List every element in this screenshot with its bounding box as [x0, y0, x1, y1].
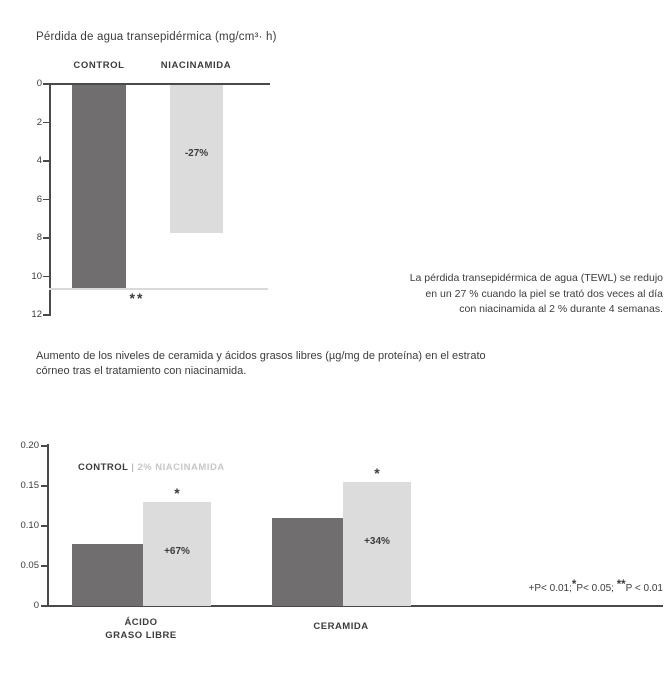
y-axis-tick-label: 8: [36, 232, 42, 243]
y-axis-tick-label: 0: [33, 600, 39, 611]
tewl-significance-asterisks: **: [129, 290, 145, 306]
y-axis-tick-label: 0: [36, 78, 42, 89]
y-axis-tick-label: 0.20: [20, 440, 39, 451]
tewl-y-axis-line: [49, 84, 51, 316]
y-axis-tick-mark: [43, 160, 49, 162]
y-axis-tick-label: 0.10: [20, 520, 39, 531]
y-axis-tick-label: 0.05: [20, 560, 39, 571]
lipids-significance-acido: *: [174, 485, 180, 501]
tewl-chart-title: Pérdida de agua transepidérmica (mg/cm³· h): [36, 31, 277, 43]
legend-niacinamida-label: 2% NIACINAMIDA: [137, 462, 225, 473]
lipids-bar-control-ceramida: [272, 518, 343, 606]
y-axis-tick-label: 12: [31, 309, 42, 320]
lipids-section-title-line-2: córneo tras el tratamiento con niacinamida.: [36, 364, 247, 377]
y-axis-tick-label: 10: [31, 270, 42, 282]
lipids-xlabel-ceramida: CERAMIDA: [313, 621, 369, 632]
tewl-caption: [333, 271, 663, 318]
y-axis-tick-label: 2: [36, 116, 42, 128]
xlabel-acido-line-1: ÁCIDO: [124, 617, 158, 628]
y-axis-tick-mark: [41, 565, 47, 567]
lipids-annotation-plus67: +67%: [164, 546, 190, 557]
y-axis-tick-mark: [43, 199, 49, 201]
tewl-caption-line-1: La pérdida transepidérmica de agua (TEWL) se redujo: [409, 272, 663, 284]
footnote-part-3: P < 0.01: [625, 583, 663, 594]
legend-separator: |: [131, 462, 135, 473]
y-axis-tick-mark: [41, 525, 47, 527]
lipids-annotation-plus34: +34%: [364, 536, 390, 547]
y-axis-tick-label: 0.15: [20, 480, 39, 491]
footnote-sup-1: *: [571, 578, 577, 591]
y-axis-tick-mark: [43, 276, 49, 278]
legend-control-label: CONTROL: [78, 462, 129, 473]
tewl-bar-control: [72, 85, 126, 289]
lipids-xlabel-acido-graso-libre: [91, 616, 191, 642]
lipids-legend: [78, 462, 225, 473]
tewl-bar-niacinamida: [170, 85, 223, 233]
tewl-column-header-niacinamida: NIACINAMIDA: [160, 60, 232, 71]
footnote-sup-2: **: [616, 578, 626, 591]
lipids-section-title: [36, 349, 656, 378]
tewl-column-header-control: CONTROL: [73, 60, 125, 71]
y-axis-tick-mark: [43, 122, 49, 124]
tewl-caption-line-3: con niacinamida al 2 % durante 4 semanas.: [459, 303, 663, 315]
y-axis-tick-label: 4: [36, 155, 42, 166]
lipids-section-title-line-1: Aumento de los niveles de ceramida y ácidos grasos libres (µg/mg de proteína) en el estrato: [36, 350, 486, 362]
y-axis-tick-mark: [43, 83, 49, 85]
y-axis-tick-mark: [41, 485, 47, 487]
lipids-y-axis-line: [47, 444, 49, 607]
footnote-part-2: P< 0.05;: [576, 583, 617, 594]
lipids-significance-ceramida: *: [374, 465, 380, 481]
tewl-caption-line-2: en un 27 % cuando la piel se trató dos veces al día: [425, 287, 663, 300]
y-axis-tick-label: 6: [36, 193, 42, 205]
y-axis-tick-mark: [41, 605, 47, 607]
lipids-footnote: [400, 578, 663, 594]
y-axis-tick-mark: [41, 445, 47, 447]
tewl-annotation-minus27: -27%: [184, 148, 209, 159]
y-axis-tick-mark: [43, 314, 49, 316]
y-axis-tick-mark: [43, 237, 49, 239]
xlabel-acido-line-2: GRASO LIBRE: [105, 630, 177, 641]
footnote-part-1: +P< 0.01;: [528, 583, 572, 594]
lipids-bar-control-acido: [72, 544, 143, 606]
